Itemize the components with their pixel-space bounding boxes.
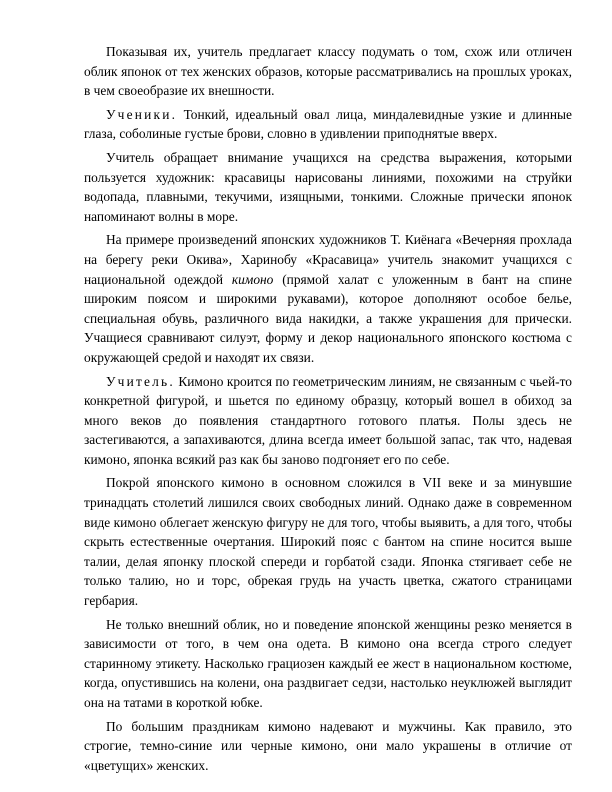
paragraph-8: По большим праздникам кимоно надевают и мужчины. Как правило, это строгие, темно-синие или черные кимоно, они мало украшены в отличие от «цветущих» женских. (84, 718, 572, 773)
paragraph-5-text: Кимоно кроится по геометрическим линиям, не связанным с чьей-то конкретной фигурой, и шьется по единому образцу, который вошел в обиход за много веков до появления стандартного готового платья. Полы здесь не застегиваются, а запахиваются, длина всегда имеет большой запас, так что, надевая кимоно, японка всякий раз как бы заново подгоняет его по себе. (84, 373, 572, 467)
speaker-label-teacher: Учитель. (106, 373, 175, 389)
paragraph-5 (84, 372, 572, 470)
paragraph-3: Учитель обращает внимание учащихся на средства выражения, которыми пользуется художник: красавицы нарисованы линиями, похожими на струйки водопада, плавными, текучими, изящными, тонкими. Сложные прически японок напоминают волны в море. (84, 149, 572, 224)
paragraph-4 (84, 230, 572, 367)
paragraph-2 (84, 105, 572, 144)
paragraph-4-text-before: На примере произведений японских художников Т. Киёнага «Вечерняя прохлада на берегу реки Окива», Харинобу «Красавица» учитель знакомит учащихся с национальной одеждой (84, 232, 572, 287)
paragraph-1: Показывая их, учитель предлагает классу подумать о том, схож или отличен облик японок от тех женских образов, которые рассматривались на прошлых уроках, в чем своеобразие их внешности. (84, 44, 572, 99)
paragraph-6: Покрой японского кимоно в основном сложился в VII веке и за минувшие тринадцать столетий лишился своих свободных линий. Однако даже в современном виде кимоно облегает женскую фигуру не для того, чтобы выявить, а для того, чтобы скрыть естественные очертания. Широкий пояс с бантом на спине носится выше талии, делая японку плоской спереди и горбатой сзади. Японка стягивает себе не только талию, но и торс, обрекая грудь на участь цветка, сжатого страницами гербария. (84, 475, 572, 609)
kimono-emphasis: кимоно (231, 271, 274, 287)
speaker-label-students: Ученики. (106, 106, 178, 122)
paragraph-2-text: Тонкий, идеальный овал лица, миндалевидные узкие и длинные глаза, соболиные густые брови, словно в удивлении приподнятые вверх. (84, 106, 572, 142)
document-page (84, 42, 572, 779)
paragraph-7: Не только внешний облик, но и поведение японской женщины резко меняется в зависимости от того, в чем она одета. В кимоно она всегда строго следует старинному этикету. Насколько грациозен каждый ее жест в национальном костюме, когда, опустившись на колени, она раздвигает седзи, настолько неуклюжей выглядит она на татами в короткой юбке. (84, 616, 572, 710)
paragraph-4-text-after: (прямой халат с уложенным в бант на спине широким поясом и широкими рукавами), которое дополняют особое белье, специальная обувь, различного вида накидки, а также украшения для прически. Учащиеся сравнивают силуэт, форму и декор национального японского костюма с окружающей средой и находят их связи. (84, 271, 572, 365)
